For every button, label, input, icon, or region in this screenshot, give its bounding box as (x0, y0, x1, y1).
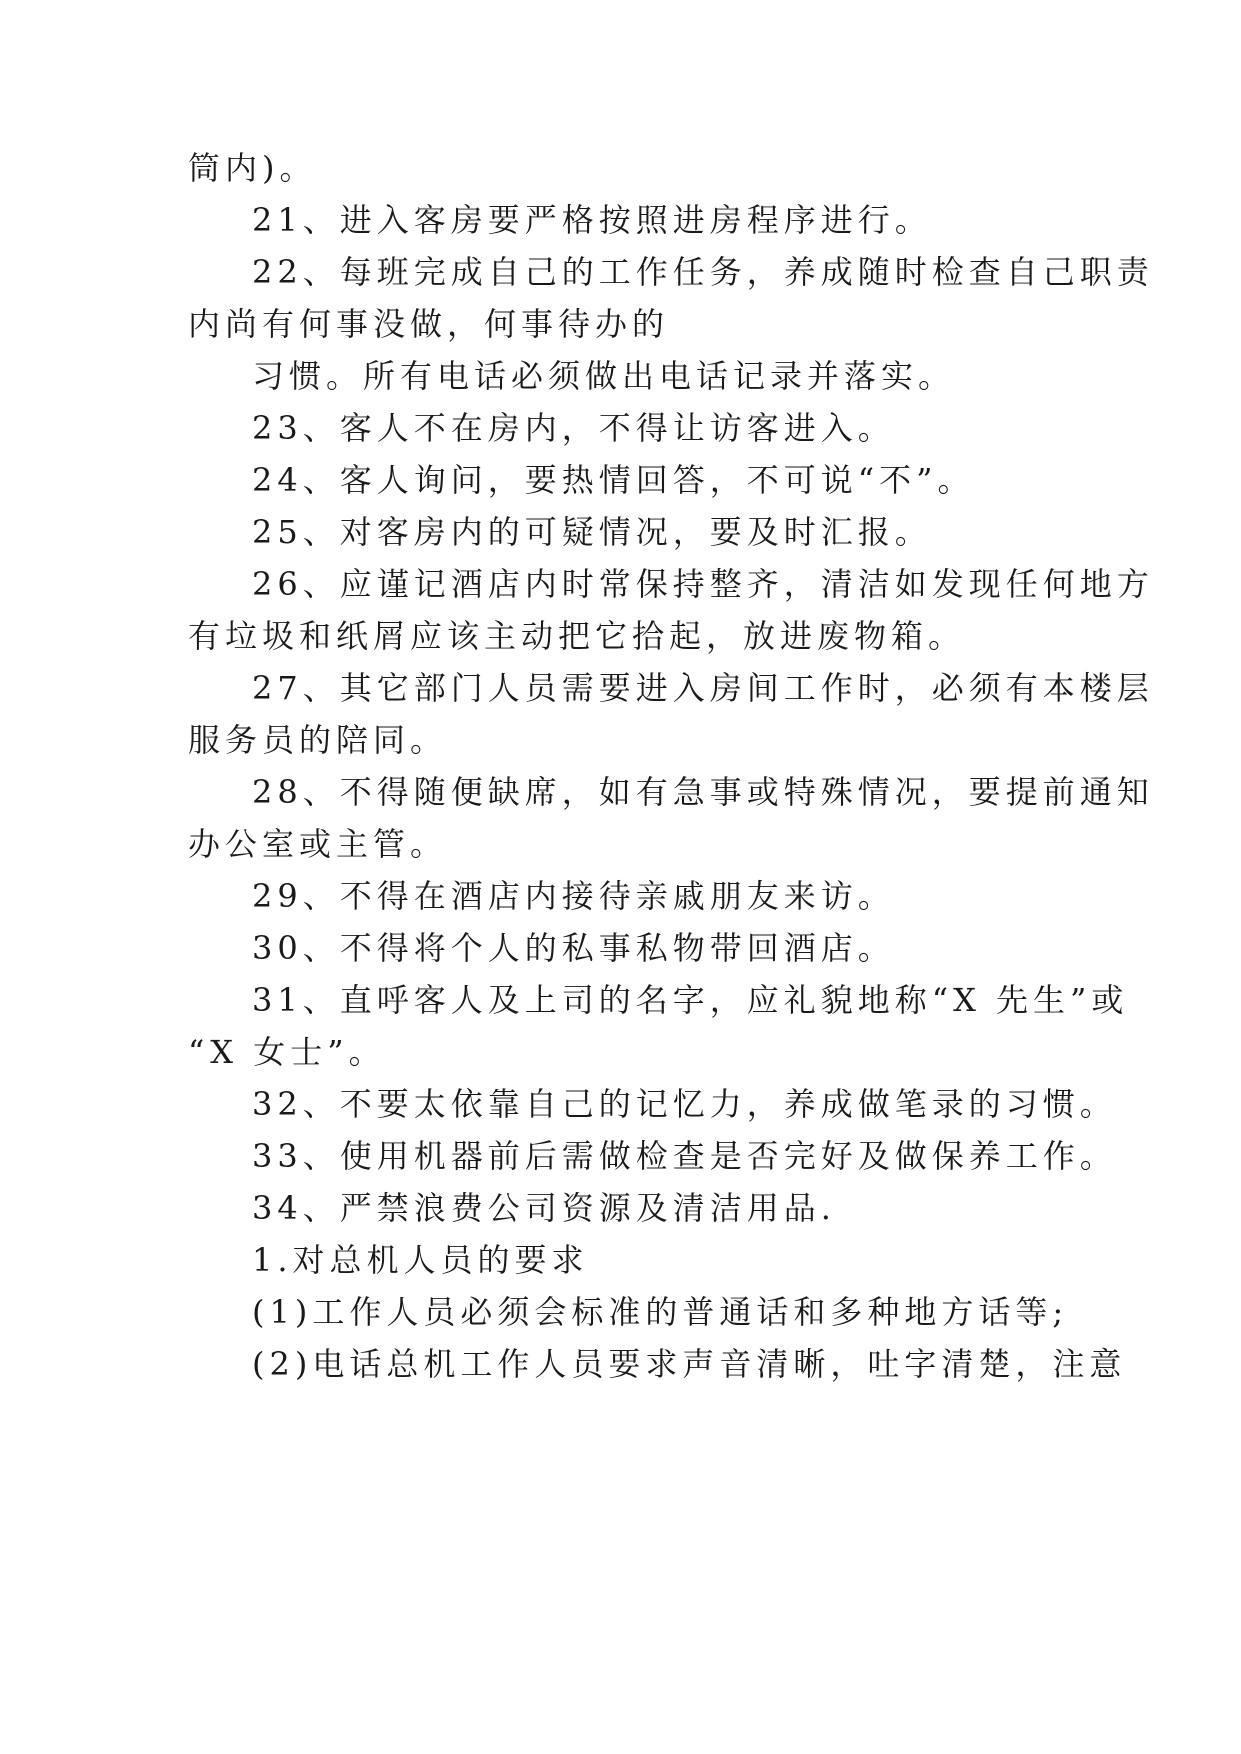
rule-32: 32、不要太依靠自己的记忆力，养成做笔录的习惯。 (252, 1085, 1117, 1123)
rule-24: 24、客人询问，要热情回答，不可说“不”。 (252, 461, 975, 499)
rule-28-line-2: 办公室或主管。 (188, 825, 448, 863)
section-heading: 1.对总机人员的要求 (252, 1241, 589, 1279)
text-line-1: 筒内)。 (188, 149, 317, 187)
rule-22-line-3: 习惯。所有电话必须做出电话记录并落实。 (252, 357, 956, 395)
rule-34: 34、严禁浪费公司资源及清洁用品. (252, 1189, 836, 1227)
rule-30: 30、不得将个人的私事私物带回酒店。 (252, 929, 895, 967)
requirement-1: (1)工作人员必须会标准的普通话和多种地方话等; (252, 1293, 1069, 1331)
rule-21: 21、进入客房要严格按照进房程序进行。 (252, 201, 932, 239)
rule-26-line-1: 26、应谨记酒店内时常保持整齐，清洁如发现任何地方 (252, 565, 1154, 603)
rule-22-line-2: 内尚有何事没做，何事待办的 (188, 305, 670, 343)
rule-25: 25、对客房内的可疑情况，要及时汇报。 (252, 513, 932, 551)
rule-27-line-2: 服务员的陪同。 (188, 721, 448, 759)
rule-23: 23、客人不在房内，不得让访客进入。 (252, 409, 895, 447)
rule-27-line-1: 27、其它部门人员需要进入房间工作时，必须有本楼层 (252, 669, 1154, 707)
rule-29: 29、不得在酒店内接待亲戚朋友来访。 (252, 877, 895, 915)
requirement-2: (2)电话总机工作人员要求声音清晰，吐字清楚，注意 (252, 1345, 1127, 1383)
rule-31-line-1: 31、直呼客人及上司的名字，应礼貌地称“X 先生”或 (252, 981, 1129, 1019)
rule-22-line-1: 22、每班完成自己的工作任务，养成随时检查自己职责 (252, 253, 1154, 291)
rule-26-line-2: 有垃圾和纸屑应该主动把它拾起，放进废物箱。 (188, 617, 966, 655)
rule-31-line-2: “X 女士”。 (188, 1033, 386, 1071)
rule-28-line-1: 28、不得随便缺席，如有急事或特殊情况，要提前通知 (252, 773, 1154, 811)
rule-33: 33、使用机器前后需做检查是否完好及做保养工作。 (252, 1137, 1117, 1175)
